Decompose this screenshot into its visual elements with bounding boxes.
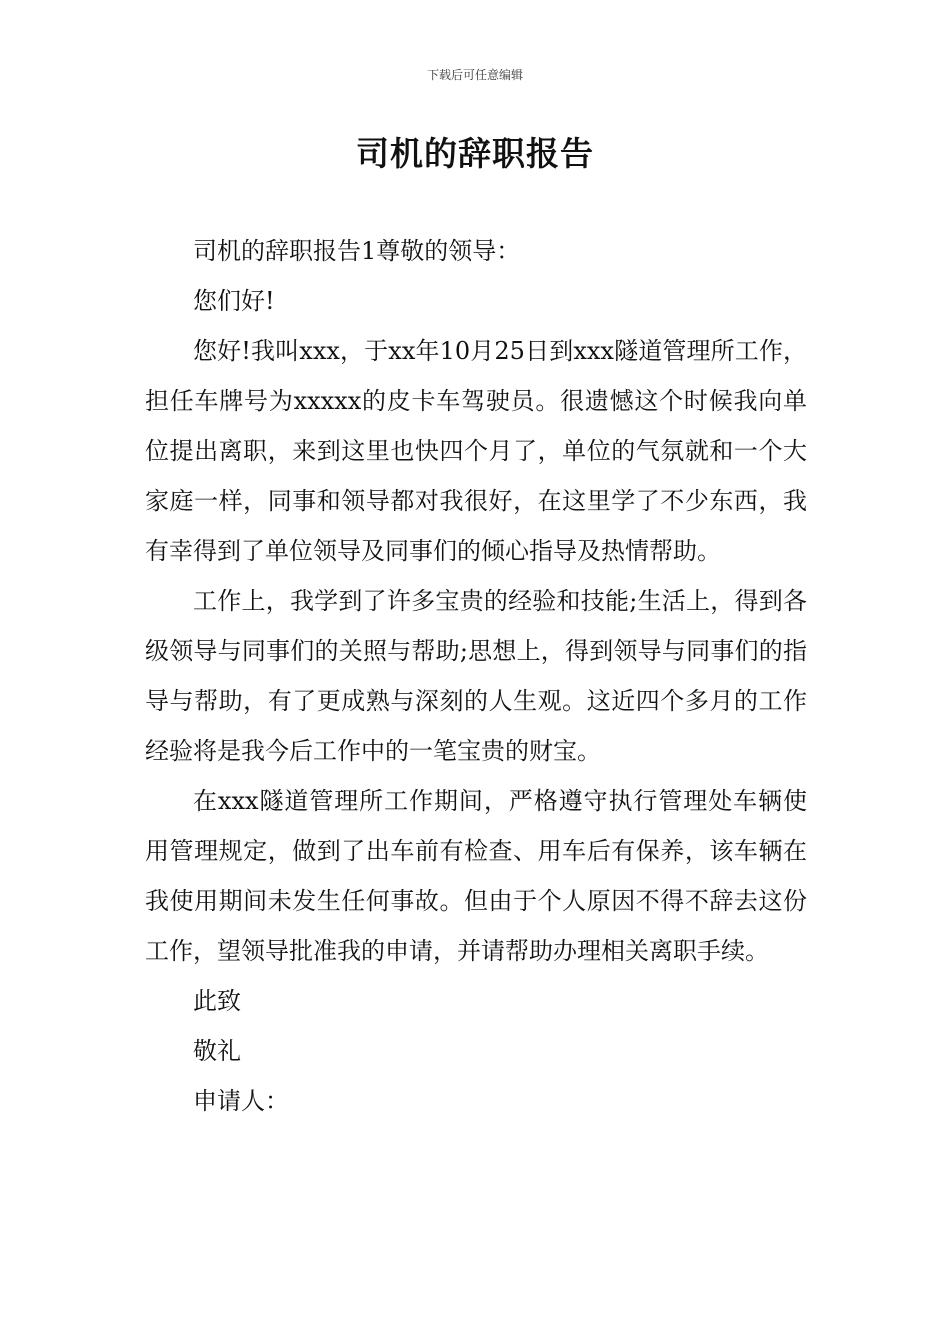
document-body: [145, 226, 807, 1126]
document-title: 司机的辞职报告: [356, 134, 594, 173]
resignation-paragraph: 在xxx隧道管理所工作期间，严格遵守执行管理处车辆使用管理规定，做到了出车前有检查、用车后有保养，该车辆在我使用期间未发生任何事故。但由于个人原因不得不辞去这份工作，望领导批准我的申请，并请帮助办理相关离职手续。: [145, 787, 807, 965]
salutation-paragraph: 司机的辞职报告1尊敬的领导：: [193, 237, 521, 265]
applicant-line: 申请人：: [193, 1087, 289, 1115]
experience-paragraph: 工作上，我学到了许多宝贵的经验和技能;生活上，得到各级领导与同事们的关照与帮助;思想上，得到领导与同事们的指导与帮助，有了更成熟与深刻的人生观。这近四个多月的工作经验将是我今后工作中的一笔宝贵的财宝。: [145, 587, 807, 765]
header-note: 下载后可任意编辑: [426, 68, 523, 82]
introduction-paragraph: 您好!我叫xxx，于xx年10月25日到xxx隧道管理所工作，担任车牌号为xxxxx的皮卡车驾驶员。很遗憾这个时候我向单位提出离职，来到这里也快四个月了，单位的气氛就和一个大家庭一样，同事和领导都对我很好，在这里学了不少东西，我有幸得到了单位领导及同事们的倾心指导及热情帮助。: [145, 337, 807, 565]
regards-line: 敬礼: [193, 1037, 241, 1065]
closing-line: 此致: [193, 987, 241, 1015]
greeting-paragraph: 您们好!: [193, 287, 275, 315]
